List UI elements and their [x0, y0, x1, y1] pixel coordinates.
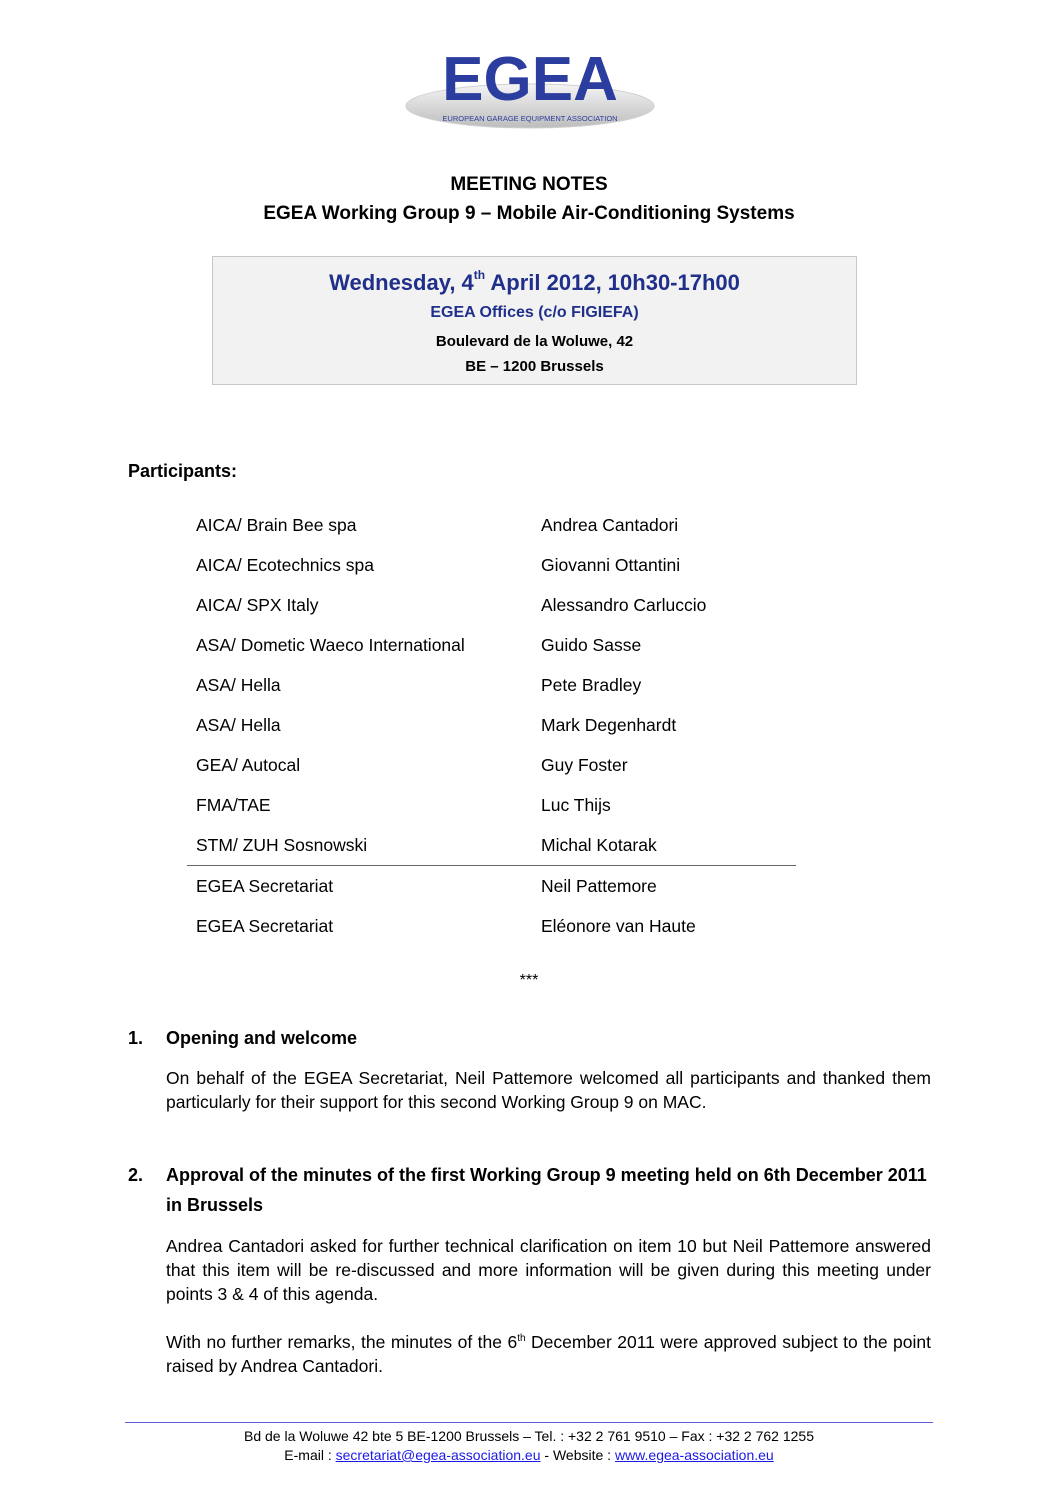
participant-name: Eléonore van Haute [541, 916, 696, 936]
participant-name: Michal Kotarak [541, 835, 657, 855]
participant-name: Neil Pattemore [541, 876, 657, 896]
footer-divider [125, 1422, 933, 1423]
meeting-date-day: Wednesday, 4 [329, 270, 474, 295]
participant-name: Alessandro Carluccio [541, 595, 707, 615]
meeting-date [213, 270, 856, 296]
logo-tagline: EUROPEAN GARAGE EQUIPMENT ASSOCIATION [442, 114, 618, 123]
participant-org: AICA/ Ecotechnics spa [196, 555, 374, 575]
participant-name: Guido Sasse [541, 635, 642, 655]
participant-org: ASA/ Hella [196, 675, 281, 695]
meeting-date-suffix: th [473, 268, 486, 282]
footer-email-link[interactable]: secretariat@egea-association.eu [335, 1447, 541, 1463]
section-1-number: 1. [128, 1028, 144, 1048]
participant-org: ASA/ Dometic Waeco International [196, 635, 465, 655]
meeting-date-rest: April 2012, 10h30-17h00 [485, 270, 740, 295]
meeting-address-city: BE – 1200 Brussels [465, 358, 604, 375]
egea-logo [405, 48, 655, 130]
meeting-address-street: Boulevard de la Woluwe, 42 [435, 333, 634, 350]
meeting-info-box [212, 256, 857, 385]
participant-org: FMA/TAE [196, 795, 271, 815]
participant-org: AICA/ SPX Italy [196, 595, 319, 615]
participant-name: Andrea Cantadori [541, 515, 679, 535]
participants-divider [187, 865, 796, 866]
document-title: MEETING NOTES [450, 174, 608, 195]
section-separator: *** [519, 972, 539, 989]
participant-name: Luc Thijs [541, 795, 611, 815]
section-2-body-2 [166, 1330, 931, 1378]
participant-name: Giovanni Ottantini [541, 555, 681, 575]
participant-org: GEA/ Autocal [196, 755, 301, 775]
footer-email-label: E-mail : [284, 1447, 336, 1463]
egea-logo-graphic [405, 48, 655, 130]
logo-wordmark: EGEA [442, 48, 618, 114]
participant-org: AICA/ Brain Bee spa [196, 515, 357, 535]
document-subtitle: EGEA Working Group 9 – Mobile Air-Conditioning Systems [263, 203, 795, 224]
section-1-title: Opening and welcome [166, 1028, 358, 1048]
section-2-body: Andrea Cantadori asked for further technical clarification on item 10 but Neil Pattemore answered that this item will be re-discussed and more information will be given during this meeting under points 3 & 4 of this agenda. [166, 1236, 931, 1304]
section-1-body: On behalf of the EGEA Secretariat, Neil Pattemore welcomed all participants and thanked them particularly for their support for this second Working Group 9 on MAC. [166, 1068, 931, 1112]
participant-name: Guy Foster [541, 755, 628, 775]
participant-name: Mark Degenhardt [541, 715, 677, 735]
section-2-body-2-end: December 2011 were approved subject to the point raised by Andrea Cantadori. [166, 1332, 931, 1376]
footer-website-label: - Website : [540, 1447, 615, 1463]
participants-heading: Participants: [128, 461, 238, 481]
participant-org: ASA/ Hella [196, 715, 281, 735]
footer-address: Bd de la Woluwe 42 bte 5 BE-1200 Brussels – Tel. : +32 2 761 9510 – Fax : +32 2 762 1255 [244, 1428, 814, 1444]
footer-contact [0, 1447, 1058, 1463]
section-2-body-2-start: With no further remarks, the minutes of the 6 [166, 1332, 518, 1352]
participant-org: EGEA Secretariat [196, 876, 334, 896]
section-2-body-2-suffix: th [517, 1333, 526, 1344]
participant-org: EGEA Secretariat [196, 916, 334, 936]
meeting-venue: EGEA Offices (c/o FIGIEFA) [430, 304, 639, 321]
participant-name: Pete Bradley [541, 675, 642, 695]
section-2-number: 2. [128, 1165, 144, 1185]
participant-org: STM/ ZUH Sosnowski [196, 835, 368, 855]
section-2-title: Approval of the minutes of the first Working Group 9 meeting held on 6th December 2011 in Brussels [166, 1165, 927, 1215]
footer-website-link[interactable]: www.egea-association.eu [614, 1447, 774, 1463]
